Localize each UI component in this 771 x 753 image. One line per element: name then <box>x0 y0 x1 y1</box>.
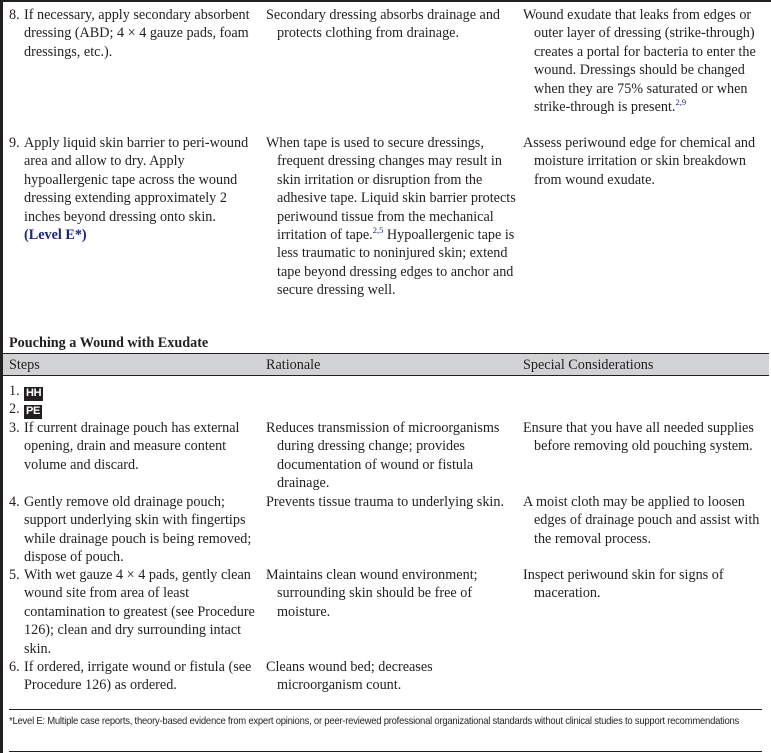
special-3: Ensure that you have all needed supplies before removing old pouching system. <box>523 420 754 455</box>
rationale-3: Reduces transmission of microorganisms during dressing change; provides documentation of wound or fistula drainage. <box>266 420 500 492</box>
page-left-border <box>0 0 3 753</box>
special-8 <box>523 6 771 116</box>
special-9: Assess periwound edge for chemical and moisture irritation or skin breakdown from wound exudate. <box>523 135 756 188</box>
protective-equipment-icon: PE <box>26 405 41 417</box>
step-number: 6. <box>9 659 20 675</box>
page-top-border <box>0 0 771 2</box>
step-number: 3. <box>9 420 20 436</box>
step-8 <box>9 6 256 61</box>
footnote-top-rule <box>9 709 762 710</box>
step-number: 8. <box>9 7 20 23</box>
rationale-text-continued: Hypoallergenic tape is less traumatic to noninjured skin; extend tape beyond dressing edges to anchor and secure dressing well. <box>277 227 515 299</box>
step-4 <box>9 493 256 567</box>
reference-superscript[interactable]: 2,5 <box>372 225 384 236</box>
step-9 <box>9 134 256 244</box>
footnote: *Level E: Multiple case reports, theory-based evidence from expert opinions, or peer-reviewed professional organizational standards without clinical studies to support recommendations <box>9 716 740 727</box>
step-3 <box>9 419 256 474</box>
rationale-5: Maintains clean wound environment; surrounding skin should be free of moisture. <box>266 567 478 620</box>
footnote-bottom-rule <box>9 751 762 752</box>
step-number: 2. <box>9 401 20 417</box>
special-4: A moist cloth may be applied to loosen edges of drainage pouch and assist with the removal process. <box>523 494 760 547</box>
step-text: Gently remove old drainage pouch; support underlying skin with fingertips while drainage pouch is being removed; dispose of pouch. <box>24 494 252 566</box>
rationale-8: Secondary dressing absorbs drainage and protects clothing from drainage. <box>266 7 501 42</box>
step-5 <box>9 566 256 658</box>
rationale-4: Prevents tissue trauma to underlying skin. <box>266 494 505 510</box>
step-number: 9. <box>9 135 20 151</box>
section-title: Pouching a Wound with Exudate <box>9 335 209 351</box>
step-6 <box>9 658 256 695</box>
header-rationale: Rationale <box>266 357 321 373</box>
step-text: With wet gauze 4 × 4 pads, gently clean wound site from area of least contamination to greatest (see Procedure 126); clean and dry surrounding intact skin. <box>24 567 255 657</box>
reference-superscript[interactable]: 2,9 <box>675 97 687 108</box>
header-steps: Steps <box>9 357 40 373</box>
hand-hygiene-icon: HH <box>26 387 42 399</box>
step-text: Apply liquid skin barrier to peri-wound area and allow to dry. Apply hypoallergenic tape across the wound dressing extending approximately 2 inches beyond dressing onto skin. <box>24 135 249 225</box>
step-text: If necessary, apply secondary absorbent dressing (ABD; 4 × 4 gauze pads, foam dressings, etc.). <box>24 7 250 60</box>
special-5: Inspect periwound skin for signs of maceration. <box>523 567 724 602</box>
evidence-level-link[interactable]: (Level E*) <box>24 227 87 244</box>
rationale-6: Cleans wound bed; decreases microorganism count. <box>266 659 433 694</box>
rationale-9 <box>266 134 519 300</box>
special-text: Wound exudate that leaks from edges or outer layer of dressing (strike-through) creates a portal for bacteria to enter the wound. Dressings should be changed when they are 75% saturated or when strike-through is present. <box>523 7 756 116</box>
step-number: 4. <box>9 494 20 510</box>
table-header <box>3 353 769 376</box>
step-number: 5. <box>9 567 20 583</box>
step-text: If current drainage pouch has external opening, drain and measure content volume and discard. <box>24 420 240 473</box>
step-1-hand-hygiene <box>9 382 256 401</box>
rationale-text: When tape is used to secure dressings, frequent dressing changes may result in skin irritation or disruption from the adhesive tape. Liquid skin barrier protects periwound tissue from the mechanical irritation of tape. <box>266 135 516 244</box>
step-text: If ordered, irrigate wound or fistula (see Procedure 126) as ordered. <box>24 659 252 694</box>
header-special-considerations: Special Considerations <box>523 357 654 373</box>
step-2-protective-equipment <box>9 400 256 419</box>
step-number: 1. <box>9 383 20 399</box>
